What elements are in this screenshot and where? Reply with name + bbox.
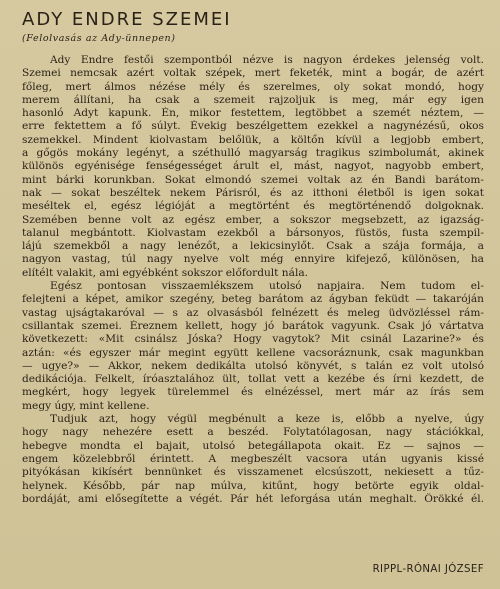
text-line: bordáját, ami elősegítette a végét. Pár hét leforgása után meghalt. Örökké él. [22, 492, 484, 505]
article-title: ADY ENDRE SZEMEI [22, 9, 232, 30]
text-line: hogy nagy nehezére esett a beszéd. Folytatólagosan, nagy stációkkal, [22, 426, 484, 439]
text-line: aztán: «és egyszer már megint együtt kellene vacsoráznunk, csak magunkban [22, 346, 484, 359]
text-line: szemekkel. Mindent kiolvastam belőlük, a költőn kívül a legjobb embert, [22, 133, 484, 146]
text-line: főleg, mert álmos nézése mély és szerelmes, oly sokat mondó, hogy [22, 80, 484, 93]
text-line: helynek. Később, pár nap múlva, kitűnt, hogy betörte egyik oldal- [22, 479, 484, 492]
text-line: a gőgös mokány legényt, a széthulló magyarság tragikus szimbolumát, akinek [22, 147, 484, 160]
author-signature: RIPPL-RÓNAI JÓZSEF [372, 564, 484, 575]
text-line: hebegve mondta el bajait, utolsó betegállapota okait. Ez — sajnos — [22, 439, 484, 452]
text-line: Szemében benne volt az egész ember, a sokszor megsebzett, az igazság- [22, 213, 484, 226]
text-line: csillantak szemei. Éreznem kellett, hogy jó barátok vagyunk. Csak jó vártatva [22, 319, 484, 332]
text-line: különös egyénisége fenségességet árult el, mást, nagyot, nagyobb embert, [22, 160, 484, 173]
text-line: talanul megbántott. Kiolvastam ezekből a bársonyos, füstös, fusta szempil- [22, 226, 484, 239]
text-line: Egész pontosan visszaemlékszem utolsó napjaira. Nem tudom el- [50, 280, 484, 293]
text-line: vastag ujságtakaróval — s az olvasásból felnézett és meleg üdvözléssel rám- [22, 306, 484, 319]
text-line: elítélt valakit, ami egyébként sokszor előfordult nála. [22, 266, 309, 279]
text-line: következett: «Mit csinálsz Jóska? Hogy vagytok? Mit csinál Lazarine?» és [22, 333, 484, 346]
text-line: mint bárki korunkban. Sokat elmondó szemei voltak az én Bandi barátom- [22, 173, 484, 186]
text-line: Tudjuk azt, hogy végül megbénult a keze is, előbb a nyelve, úgy [50, 413, 484, 426]
paragraph-3 [22, 413, 484, 506]
text-line: dedikációja. Felkelt, íróasztalához ült, tollat vett a kezébe és írni kezdett, de [22, 373, 484, 386]
text-line: Ady Endre festői szempontból nézve is nagyon érdekes jelenség volt. [50, 54, 484, 66]
text-line: — ugye?» — Akkor, nekem dedikálta utolsó könyvét, s talán ez volt utolsó [22, 359, 484, 372]
text-line: megy úgy, mint kellene. [22, 399, 150, 412]
article-subtitle: (Felolvasás az Ady-ünnepen) [22, 33, 176, 44]
article-body [22, 54, 484, 506]
text-line: pityókásan kikísért bennünket és visszamenet elcsúszott, nekiesett a tűz- [22, 466, 484, 479]
text-line: nagyon vastag, túl nagy nyelve volt még ennyire kifejező, különösen, ha [22, 253, 484, 266]
text-line: meséltek el, egész légióját a megtörtént és megtörténendő dolgoknak. [22, 200, 484, 213]
paragraph-2 [22, 280, 484, 413]
text-line: felejteni a képet, amikor szegény, beteg barátom az ágyban feküdt — takaróján [22, 293, 484, 306]
paragraph-1 [22, 54, 484, 280]
text-line: engem közelebbről érintett. A megbeszélt vacsora után ugyanis kissé [22, 452, 484, 465]
text-line: hasonló Adyt kapunk. Én, mikor festettem, legtöbbet a szemét néztem, — [22, 107, 484, 120]
text-line: merem állítani, ha csak a szemeit rajzoljuk is meg, már egy igen [22, 93, 484, 106]
text-line: Szemei nemcsak azért voltak szépek, mert feketék, mint a bogár, de azért [22, 67, 484, 80]
text-line: erre fektettem a fő súlyt. Évekig beszélgettem ezekkel a nagynézésű, okos [22, 120, 484, 133]
text-line: nak — sokat beszéltek nekem Párisról, és az itthoni életből is igen sokat [22, 186, 484, 199]
text-line: lájú szemekből a nagy lenézőt, a lekicsinylőt. Csak a szája formája, a [22, 240, 484, 253]
text-line: megkért, hogy legyek türelemmel és elnézéssel, mert már az írás sem [22, 386, 484, 399]
